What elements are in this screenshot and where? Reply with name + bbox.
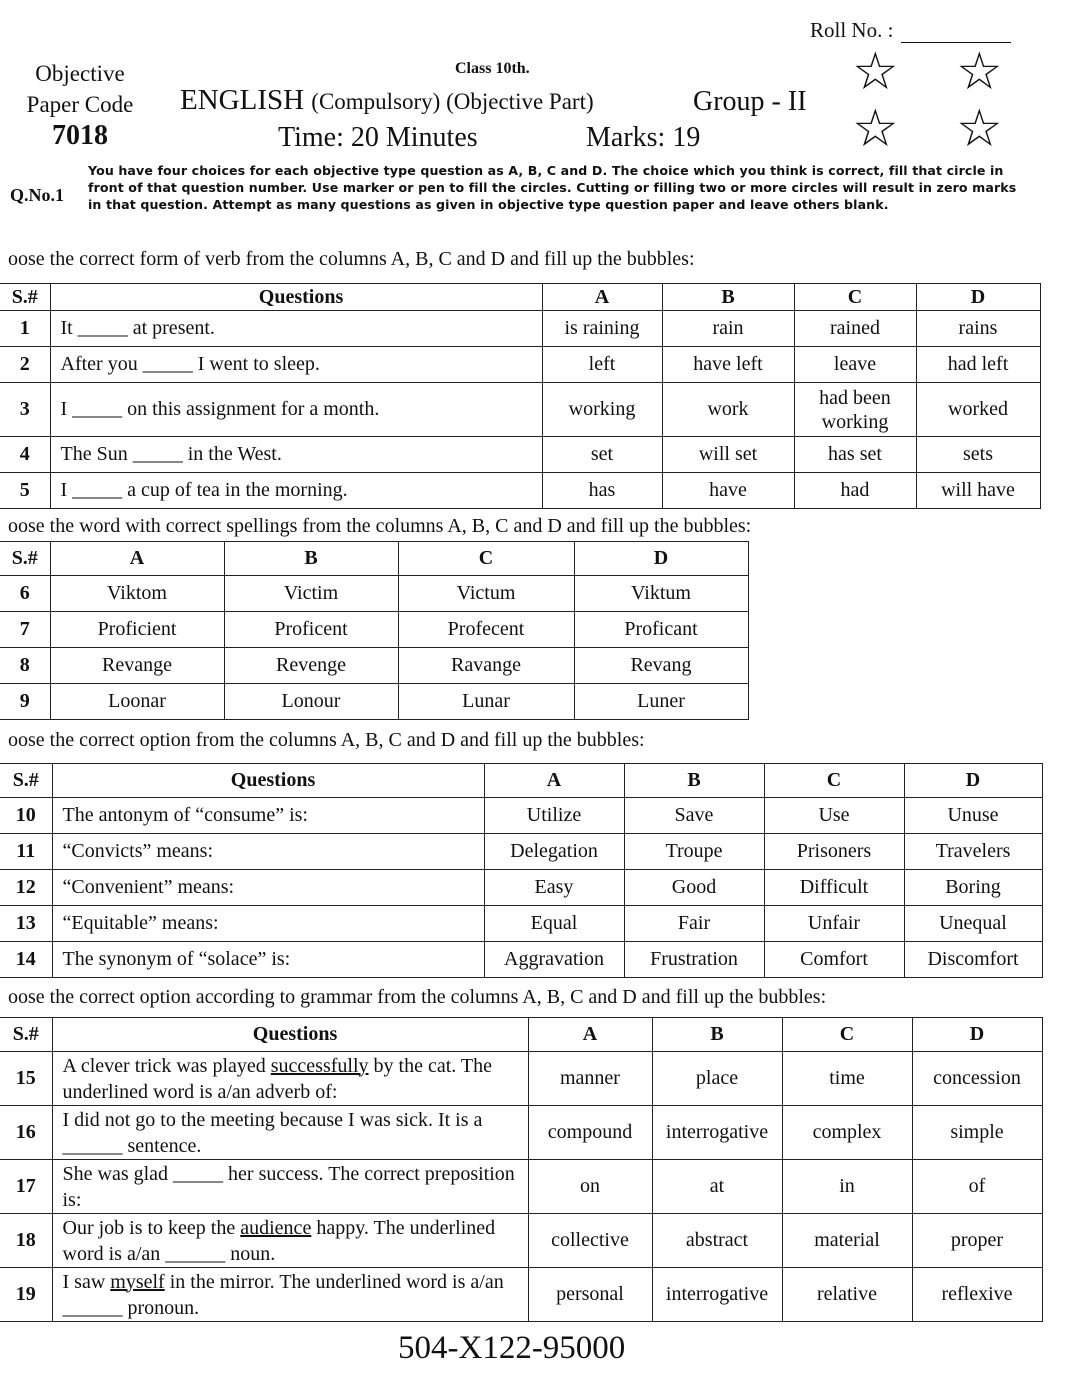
question-number-cell: 16 (0, 1106, 52, 1160)
table-row (0, 383, 1040, 437)
question-cell: “Equitable” means: (52, 906, 484, 942)
option-b-cell: Proficent (224, 612, 398, 648)
option-c-cell: Prisoners (764, 834, 904, 870)
option-d-cell: simple (912, 1106, 1042, 1160)
option-d-cell: rains (916, 311, 1040, 347)
option-b-cell: Fair (624, 906, 764, 942)
paper-code-label: Paper Code (26, 92, 134, 117)
question-cell (52, 1214, 528, 1268)
option-a-cell: on (528, 1160, 652, 1214)
option-d-cell: Boring (904, 870, 1042, 906)
question-cell (52, 1268, 528, 1322)
question-cell: I _____ a cup of tea in the morning. (50, 473, 542, 509)
option-a-cell: Utilize (484, 798, 624, 834)
question-cell: I _____ on this assignment for a month. (50, 383, 542, 437)
table-row (0, 870, 1042, 906)
sn-header: S.# (0, 1018, 52, 1052)
table-row (0, 798, 1042, 834)
question-cell: The Sun _____ in the West. (50, 437, 542, 473)
option-d-cell: Viktum (574, 576, 748, 612)
question-number-cell: 19 (0, 1268, 52, 1322)
option-b-cell: have left (662, 347, 794, 383)
option-d-cell: will have (916, 473, 1040, 509)
option-d-cell: Luner (574, 684, 748, 720)
col-d-header: D (904, 764, 1042, 798)
question-text-continued: by the cat. The underlined word is a/an adverb of: (62, 1054, 493, 1103)
col-c-header: C (794, 284, 916, 311)
table-header-row (0, 284, 1040, 311)
col-c-header: C (398, 542, 574, 576)
option-c-cell: has set (794, 437, 916, 473)
option-d-cell: Travelers (904, 834, 1042, 870)
question-number-cell: 1 (0, 311, 50, 347)
question-text-continued: in the mirror. The underlined word is a/an ______ pronoun. (62, 1270, 504, 1319)
col-a-header: A (528, 1018, 652, 1052)
option-b-cell: will set (662, 437, 794, 473)
col-a-header: A (50, 542, 224, 576)
option-c-cell: Victum (398, 576, 574, 612)
table-row (0, 473, 1040, 509)
sn-header: S.# (0, 284, 50, 311)
question-number-cell: 17 (0, 1160, 52, 1214)
col-a-header: A (542, 284, 662, 311)
subject-name: ENGLISH (180, 84, 305, 116)
question-cell: “Convenient” means: (52, 870, 484, 906)
option-d-cell: reflexive (912, 1268, 1042, 1322)
option-d-cell: of (912, 1160, 1042, 1214)
option-b-cell: interrogative (652, 1106, 782, 1160)
option-a-cell: manner (528, 1052, 652, 1106)
subject-subtitle: (Compulsory) (Objective Part) (311, 89, 594, 114)
option-a-cell: Delegation (484, 834, 624, 870)
questions-header: Questions (50, 284, 542, 311)
star-icon: ☆ (852, 99, 899, 159)
table-header-row (0, 542, 748, 576)
option-c-cell: in (782, 1160, 912, 1214)
question-cell: It _____ at present. (50, 311, 542, 347)
question-number-cell: 12 (0, 870, 52, 906)
option-a-cell: has (542, 473, 662, 509)
option-b-cell: rain (662, 311, 794, 347)
paper-serial-number: 504-X122-95000 (398, 1330, 626, 1366)
col-d-header: D (912, 1018, 1042, 1052)
option-c-cell: complex (782, 1106, 912, 1160)
option-b-cell: work (662, 383, 794, 437)
table-row (0, 906, 1042, 942)
option-a-cell: compound (528, 1106, 652, 1160)
option-d-cell: Proficant (574, 612, 748, 648)
option-c-cell: material (782, 1214, 912, 1268)
underlined-word: audience (240, 1216, 312, 1239)
question-cell (52, 1160, 528, 1214)
question-number-cell: 8 (0, 648, 50, 684)
class-label: Class 10th. (455, 60, 530, 77)
section-heading: oose the correct form of verb from the columns A, B, C and D and fill up the bubbles: (8, 248, 695, 270)
option-c-cell: Profecent (398, 612, 574, 648)
table-header-row (0, 1018, 1042, 1052)
group-label: Group - II (693, 86, 807, 117)
question-number-cell: 2 (0, 347, 50, 383)
option-b-cell: abstract (652, 1214, 782, 1268)
question-cell: “Convicts” means: (52, 834, 484, 870)
question-text: Our job is to keep the (62, 1216, 241, 1239)
table-row (0, 684, 748, 720)
question-cell: After you _____ I went to sleep. (50, 347, 542, 383)
option-b-cell: Revenge (224, 648, 398, 684)
option-c-cell: had been working (794, 383, 916, 437)
option-c-cell: Lunar (398, 684, 574, 720)
sn-header: S.# (0, 542, 50, 576)
verb-form-table (0, 283, 1041, 509)
roll-number-label: Roll No. : (810, 18, 894, 42)
col-c-header: C (764, 764, 904, 798)
question-cell (52, 1052, 528, 1106)
instructions: You have four choices for each objective type question as A, B, C and D. The choice which you think is correct, fill that circle in front of that question number. Use marker or pen to fill the circles. Cutting or filling two or more circles will result in zero marks in that question. Attempt as many questions as given in objective type question paper and leave others blank. (88, 163, 1017, 212)
col-b-header: B (662, 284, 794, 311)
option-b-cell: Victim (224, 576, 398, 612)
option-d-cell: worked (916, 383, 1040, 437)
option-b-cell: Lonour (224, 684, 398, 720)
table-row (0, 576, 748, 612)
option-d-cell: had left (916, 347, 1040, 383)
option-a-cell: working (542, 383, 662, 437)
star-icon: ☆ (956, 42, 1003, 102)
option-a-cell: set (542, 437, 662, 473)
table-row (0, 834, 1042, 870)
underlined-word: myself (110, 1270, 165, 1293)
option-d-cell: proper (912, 1214, 1042, 1268)
question-number-cell: 13 (0, 906, 52, 942)
option-d-cell: Discomfort (904, 942, 1042, 978)
option-c-cell: Comfort (764, 942, 904, 978)
option-a-cell: personal (528, 1268, 652, 1322)
option-c-cell: Unfair (764, 906, 904, 942)
question-number: Q.No.1 (10, 185, 64, 205)
option-b-cell: Save (624, 798, 764, 834)
question-number-cell: 5 (0, 473, 50, 509)
sn-header: S.# (0, 764, 52, 798)
question-text: I saw (62, 1270, 111, 1293)
question-cell: The synonym of “solace” is: (52, 942, 484, 978)
grammar-table (0, 1017, 1043, 1322)
table-header-row (0, 764, 1042, 798)
col-c-header: C (782, 1018, 912, 1052)
table-row (0, 1268, 1042, 1322)
roll-number-blank (901, 24, 1011, 43)
question-number-cell: 9 (0, 684, 50, 720)
col-b-header: B (652, 1018, 782, 1052)
table-row (0, 1052, 1042, 1106)
time-label: Time: 20 Minutes (278, 122, 478, 153)
table-row (0, 1160, 1042, 1214)
questions-header: Questions (52, 1018, 528, 1052)
option-a-cell: Aggravation (484, 942, 624, 978)
table-row (0, 942, 1042, 978)
option-a-cell: left (542, 347, 662, 383)
section-heading: oose the word with correct spellings from the columns A, B, C and D and fill up the bubbles: (8, 515, 752, 537)
question-cell (52, 1106, 528, 1160)
col-b-header: B (224, 542, 398, 576)
option-a-cell: Proficient (50, 612, 224, 648)
col-d-header: D (916, 284, 1040, 311)
question-number-cell: 3 (0, 383, 50, 437)
option-c-cell: rained (794, 311, 916, 347)
option-d-cell: concession (912, 1052, 1042, 1106)
option-b-cell: place (652, 1052, 782, 1106)
option-a-cell: Easy (484, 870, 624, 906)
option-a-cell: collective (528, 1214, 652, 1268)
question-number-cell: 15 (0, 1052, 52, 1106)
option-d-cell: Revang (574, 648, 748, 684)
option-b-cell: interrogative (652, 1268, 782, 1322)
subject-title (180, 84, 594, 117)
questions-header: Questions (52, 764, 484, 798)
option-b-cell: Good (624, 870, 764, 906)
option-c-cell: relative (782, 1268, 912, 1322)
question-cell: The antonym of “consume” is: (52, 798, 484, 834)
option-c-cell: leave (794, 347, 916, 383)
option-a-cell: Revange (50, 648, 224, 684)
objective-label: Objective (35, 61, 125, 86)
paper-code: 7018 (52, 120, 108, 151)
col-a-header: A (484, 764, 624, 798)
table-row (0, 1214, 1042, 1268)
question-number-cell: 11 (0, 834, 52, 870)
table-row (0, 437, 1040, 473)
table-row (0, 311, 1040, 347)
star-icon: ☆ (852, 42, 899, 102)
question-number-cell: 10 (0, 798, 52, 834)
underlined-word: successfully (270, 1054, 369, 1077)
question-text: A clever trick was played (62, 1054, 271, 1077)
star-icon: ☆ (956, 99, 1003, 159)
question-text: I did not go to the meeting because I was sick. It is a (62, 1108, 483, 1131)
option-d-cell: Unuse (904, 798, 1042, 834)
option-c-cell: Use (764, 798, 904, 834)
roll-number-field (810, 18, 1011, 43)
option-d-cell: Unequal (904, 906, 1042, 942)
option-a-cell: is raining (542, 311, 662, 347)
paper-code-block (14, 58, 146, 151)
table-row (0, 347, 1040, 383)
vocabulary-table (0, 763, 1043, 978)
option-b-cell: Troupe (624, 834, 764, 870)
table-row (0, 612, 748, 648)
question-number-cell: 18 (0, 1214, 52, 1268)
section-heading: oose the correct option from the columns A, B, C and D and fill up the bubbles: (8, 729, 645, 751)
marks-label: Marks: 19 (586, 122, 701, 153)
option-b-cell: have (662, 473, 794, 509)
option-c-cell: time (782, 1052, 912, 1106)
question-text: She was glad _____ her success. The correct preposition is: (62, 1162, 515, 1211)
option-b-cell: at (652, 1160, 782, 1214)
option-b-cell: Frustration (624, 942, 764, 978)
question-number-cell: 4 (0, 437, 50, 473)
question-text-continued: ______ sentence. (62, 1134, 202, 1157)
option-d-cell: sets (916, 437, 1040, 473)
spelling-table (0, 541, 749, 720)
question-number-cell: 14 (0, 942, 52, 978)
table-row (0, 648, 748, 684)
question-number-cell: 6 (0, 576, 50, 612)
option-c-cell: Ravange (398, 648, 574, 684)
option-a-cell: Equal (484, 906, 624, 942)
option-c-cell: had (794, 473, 916, 509)
col-b-header: B (624, 764, 764, 798)
option-c-cell: Difficult (764, 870, 904, 906)
table-row (0, 1106, 1042, 1160)
option-a-cell: Loonar (50, 684, 224, 720)
col-d-header: D (574, 542, 748, 576)
question-number-cell: 7 (0, 612, 50, 648)
section-heading: oose the correct option according to grammar from the columns A, B, C and D and fill up the bubbles: (8, 986, 827, 1008)
question-text-continued: happy. The underlined word is a/an ______ noun. (62, 1216, 496, 1265)
option-a-cell: Viktom (50, 576, 224, 612)
